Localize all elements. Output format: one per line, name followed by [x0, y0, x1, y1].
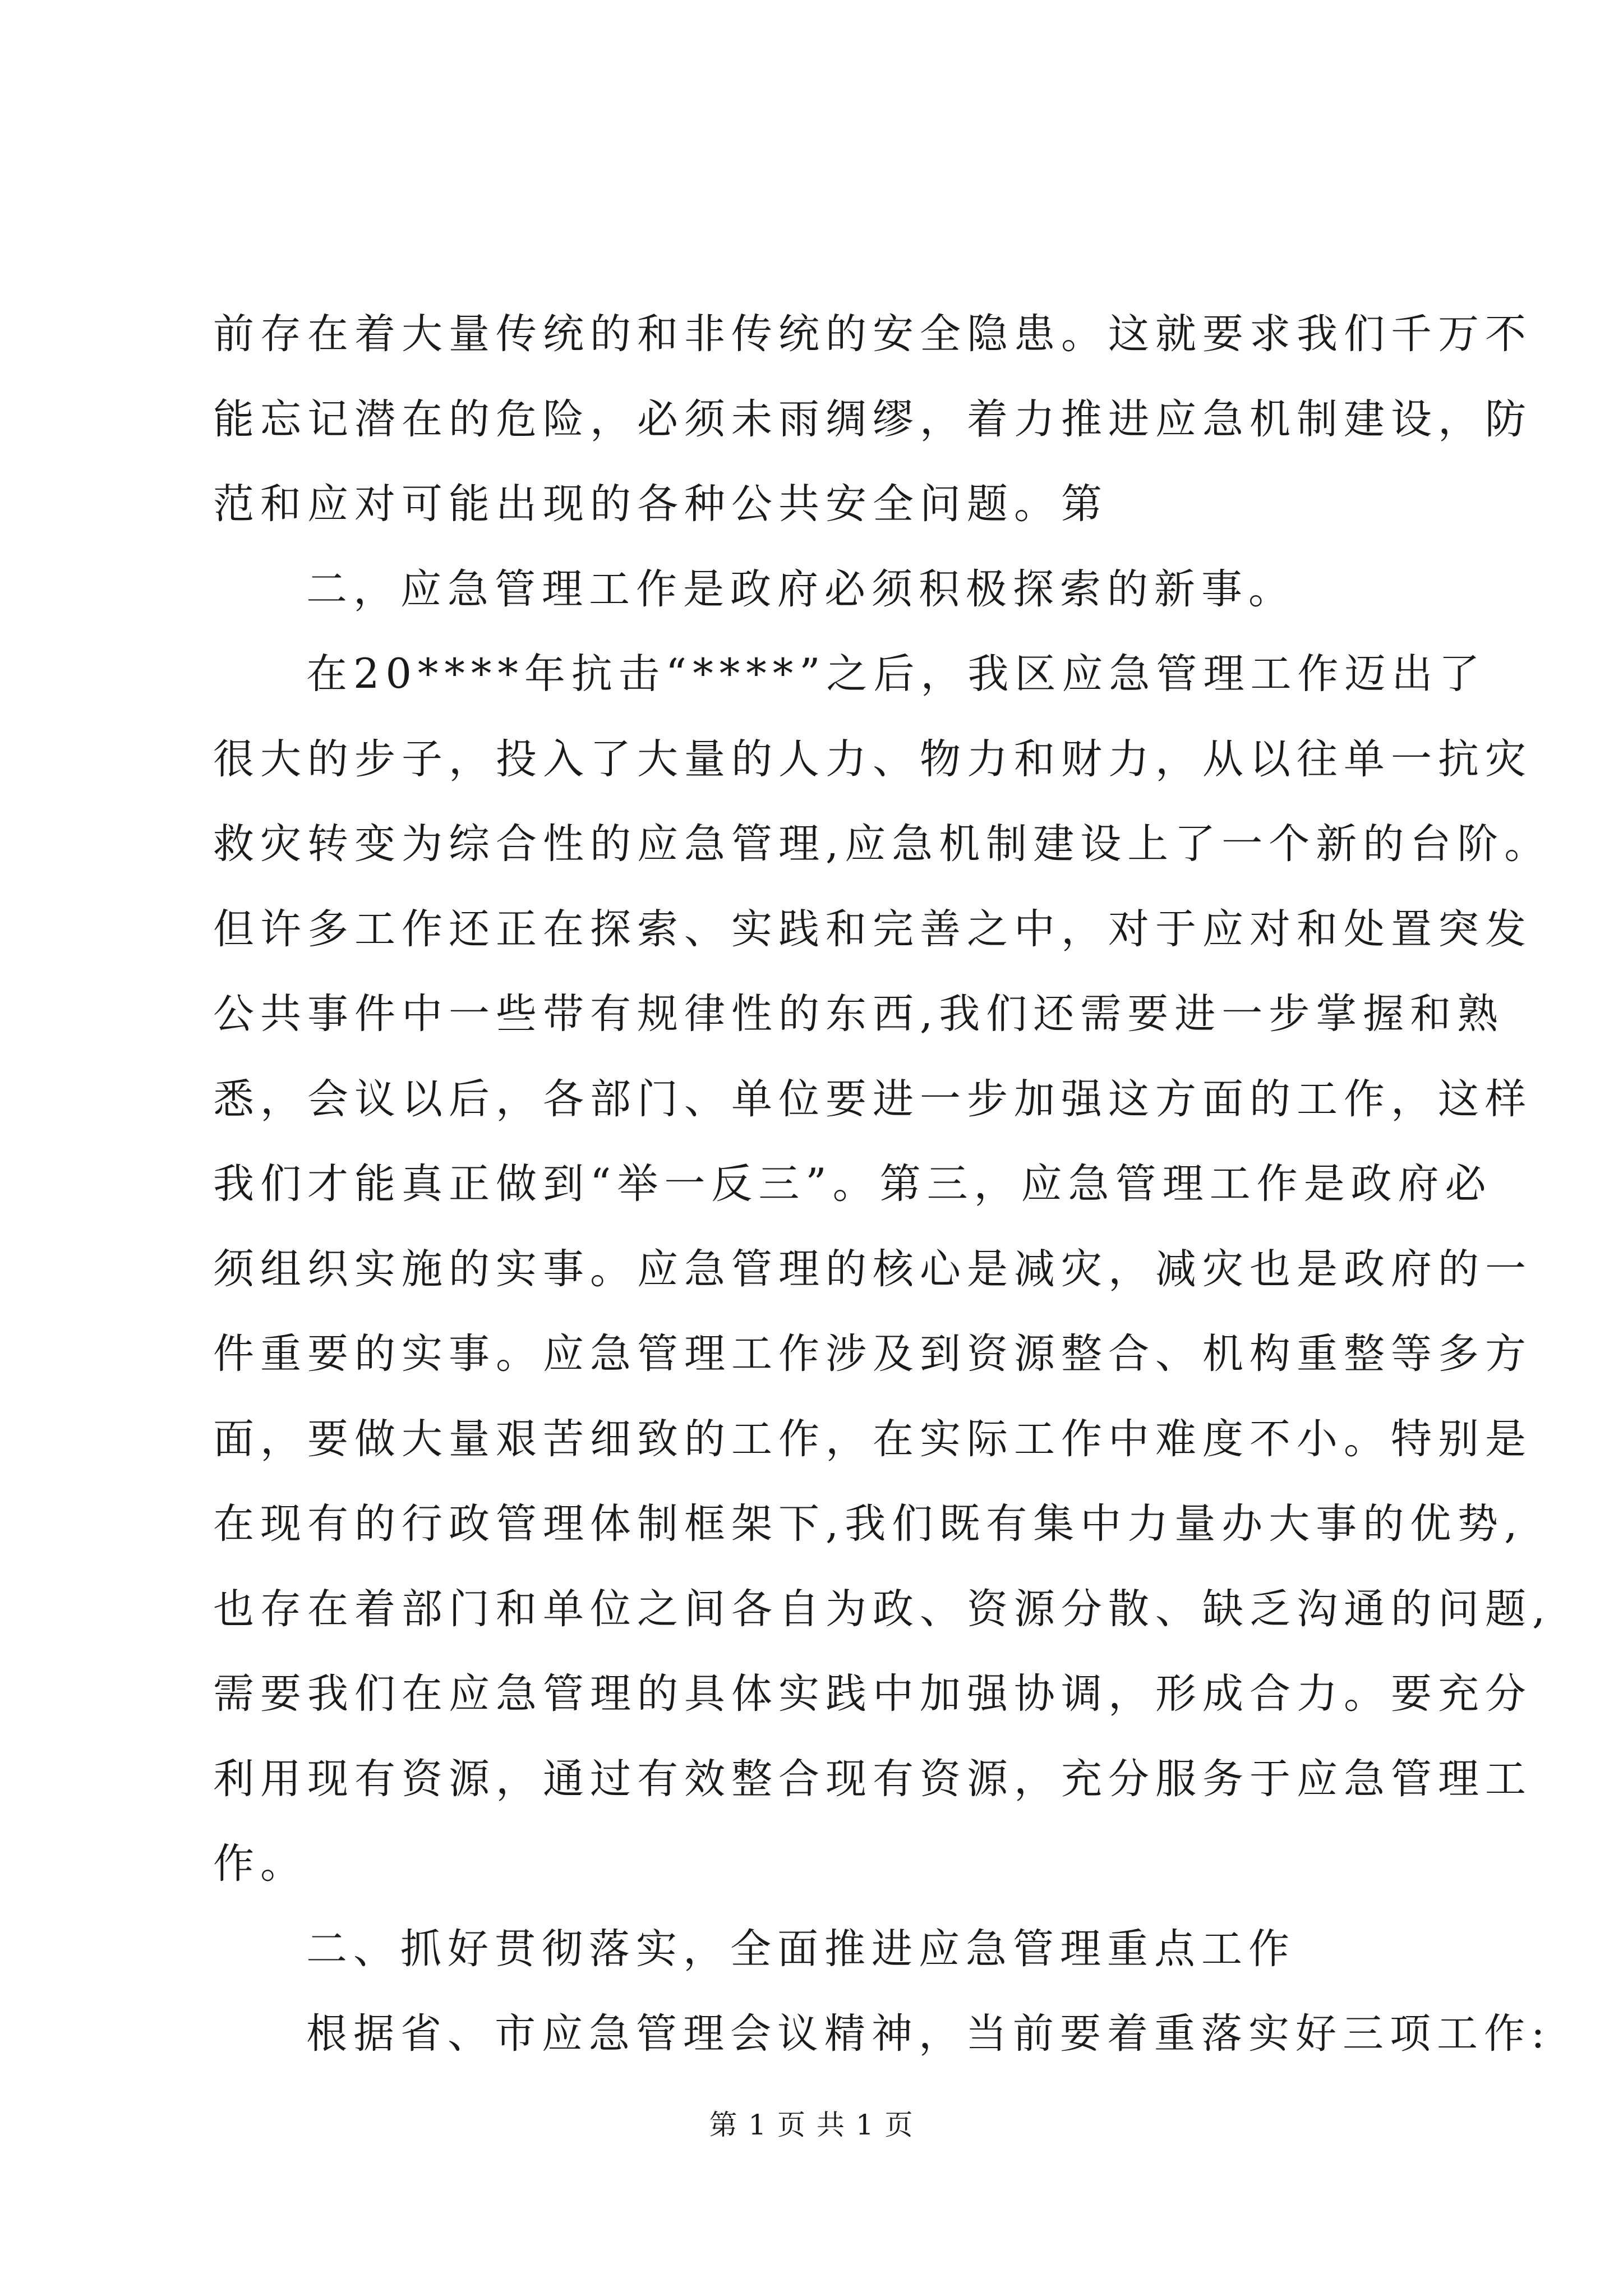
text-line: 悉，会议以后，各部门、单位要进一步加强这方面的工作，这样	[213, 1075, 1532, 1123]
document-body	[213, 292, 1552, 2077]
paragraph-start: 根据省、市应急管理会议精神，当前要着重落实好三项工作:	[306, 2010, 1551, 2058]
text-line: 我们才能真正做到“举一反三”。第三，应急管理工作是政府必	[213, 1160, 1492, 1208]
text-line: 需要我们在应急管理的具体实践中加强协调，形成合力。要充分	[213, 1670, 1532, 1718]
paragraph-start: 在20****年抗击“****”之后，我区应急管理工作迈出了	[306, 650, 1486, 698]
text-line: 须组织实施的实事。应急管理的核心是减灾，减灾也是政府的一	[213, 1245, 1532, 1293]
text-line: 面，要做大量艰苦细致的工作，在实际工作中难度不小。特别是	[213, 1415, 1532, 1463]
text-line: 但许多工作还正在探索、实践和完善之中，对于应对和处置突发	[213, 905, 1532, 953]
section-heading: 二、抓好贯彻落实，全面推进应急管理重点工作	[306, 1925, 1295, 1973]
text-line: 前存在着大量传统的和非传统的安全隐患。这就要求我们千万不	[213, 310, 1532, 358]
text-line: 能忘记潜在的危险，必须未雨绸缪，着力推进应急机制建设，防	[213, 395, 1532, 443]
text-line: 利用现有资源，通过有效整合现有资源，充分服务于应急管理工	[213, 1755, 1532, 1803]
text-line: 救灾转变为综合性的应急管理,应急机制建设上了一个新的台阶。	[213, 820, 1552, 868]
text-line: 作。	[213, 1840, 307, 1888]
text-line: 很大的步子，投入了大量的人力、物力和财力，从以往单一抗灾	[213, 735, 1532, 783]
text-line: 件重要的实事。应急管理工作涉及到资源整合、机构重整等多方	[213, 1330, 1532, 1378]
page-number-footer: 第 1 页 共 1 页	[709, 2109, 914, 2141]
text-line: 在现有的行政管理体制框架下,我们既有集中力量办大事的优势,	[213, 1500, 1524, 1548]
text-line: 范和应对可能出现的各种公共安全问题。第	[213, 480, 1108, 528]
text-line: 公共事件中一些带有规律性的东西,我们还需要进一步掌握和熟	[213, 990, 1505, 1038]
section-heading: 二，应急管理工作是政府必须积极探索的新事。	[306, 565, 1295, 613]
text-line: 也存在着部门和单位之间各自为政、资源分散、缺乏沟通的问题,	[213, 1585, 1552, 1633]
